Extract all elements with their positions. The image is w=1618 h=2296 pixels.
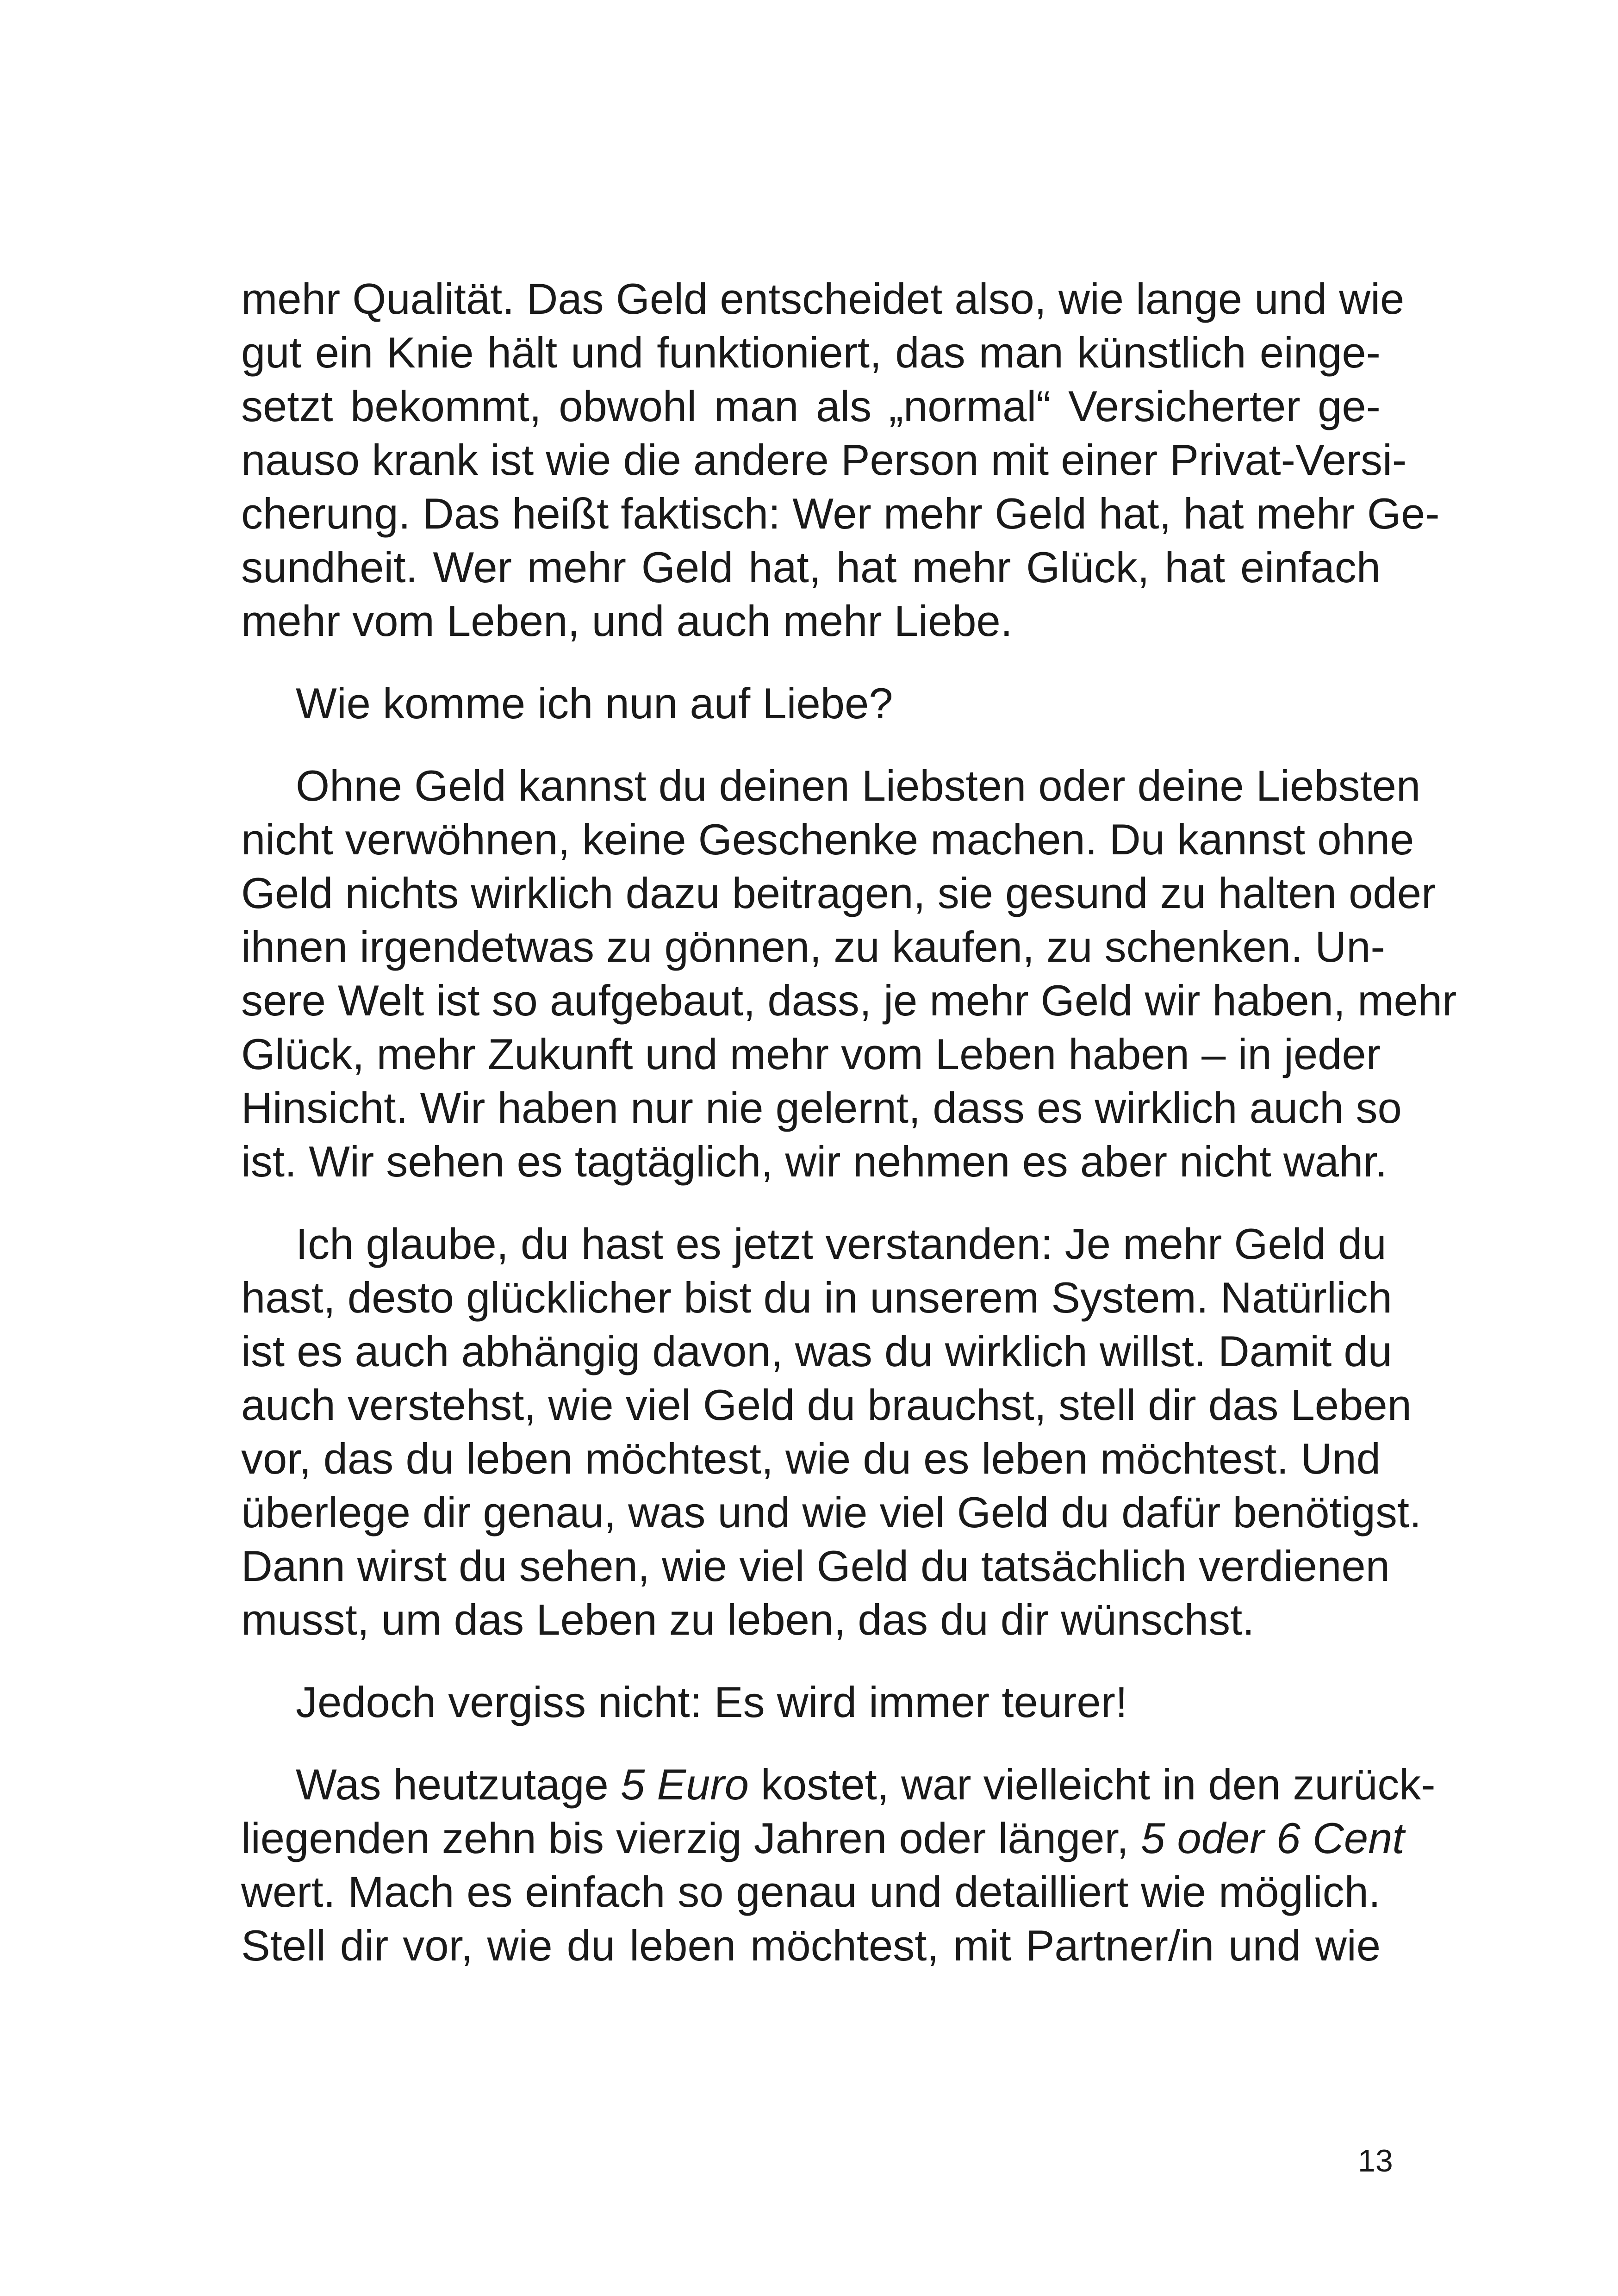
text-line: überlege dir genau, was und wie viel Geld du dafür benötigst. (241, 1488, 1422, 1537)
text-line: wert. Mach es einfach so genau und detailliert wie möglich. (241, 1867, 1381, 1916)
text-line: Stell dir vor, wie du leben möchtest, mit Partner/in und wie (241, 1921, 1381, 1970)
text-line: musst, um das Leben zu leben, das du dir wünschst. (241, 1595, 1255, 1644)
text-line: Geld nichts wirklich dazu beitragen, sie gesund zu halten oder (241, 869, 1436, 917)
text-line: ist. Wir sehen es tagtäglich, wir nehmen es aber nicht wahr. (241, 1137, 1388, 1186)
text-line: Ohne Geld kannst du deinen Liebsten oder deine Liebsten (296, 761, 1421, 810)
text-line: mehr Qualität. Das Geld entscheidet also, wie lange und wie (241, 274, 1405, 323)
text-line: liegenden zehn bis vierzig Jahren oder länger, 5 oder 6 Cent (241, 1814, 1405, 1862)
text-line: ihnen irgendetwas zu gönnen, zu kaufen, zu schenken. Un- (241, 922, 1385, 971)
text-line: sere Welt ist so aufgebaut, dass, je mehr Geld wir haben, mehr (241, 976, 1457, 1025)
text-line: ist es auch abhängig davon, was du wirklich willst. Damit du (241, 1327, 1392, 1375)
text-line: Glück, mehr Zukunft und mehr vom Leben haben – in jeder (241, 1030, 1381, 1078)
italic-term: 5 Euro (620, 1760, 749, 1809)
text-line: Wie komme ich nun auf Liebe? (296, 679, 893, 728)
text-line: Was heutzutage 5 Euro kostet, war vielleicht in den zurück- (296, 1760, 1436, 1809)
text-line: gut ein Knie hält und funktioniert, das man künstlich einge- (241, 328, 1381, 377)
text-line: hast, desto glücklicher bist du in unserem System. Natürlich (241, 1273, 1392, 1322)
body-text (241, 272, 1457, 1972)
text-line: nauso krank ist wie die andere Person mit einer Privat-Versi- (241, 436, 1407, 484)
text-line: Ich glaube, du hast es jetzt verstanden: Je mehr Geld du (296, 1220, 1387, 1268)
text-line: nicht verwöhnen, keine Geschenke machen. Du kannst ohne (241, 815, 1414, 864)
text-line: Hinsicht. Wir haben nur nie gelernt, dass es wirklich auch so (241, 1083, 1402, 1132)
text-line: auch verstehst, wie viel Geld du brauchst, stell dir das Leben (241, 1381, 1412, 1429)
page-number: 13 (1358, 2143, 1393, 2178)
text-line: sundheit. Wer mehr Geld hat, hat mehr Glück, hat einfach (241, 543, 1381, 591)
italic-term: 5 oder 6 Cent (1140, 1814, 1405, 1862)
text-line: Jedoch vergiss nicht: Es wird immer teurer! (296, 1678, 1128, 1726)
text-line: vor, das du leben möchtest, wie du es leben möchtest. Und (241, 1434, 1381, 1483)
text-line: cherung. Das heißt faktisch: Wer mehr Geld hat, hat mehr Ge- (241, 489, 1440, 538)
text-line: Dann wirst du sehen, wie viel Geld du tatsächlich verdienen (241, 1542, 1390, 1590)
text-line: setzt bekommt, obwohl man als „normal“ Versicherter ge- (241, 382, 1381, 430)
text-line: mehr vom Leben, und auch mehr Liebe. (241, 597, 1013, 645)
